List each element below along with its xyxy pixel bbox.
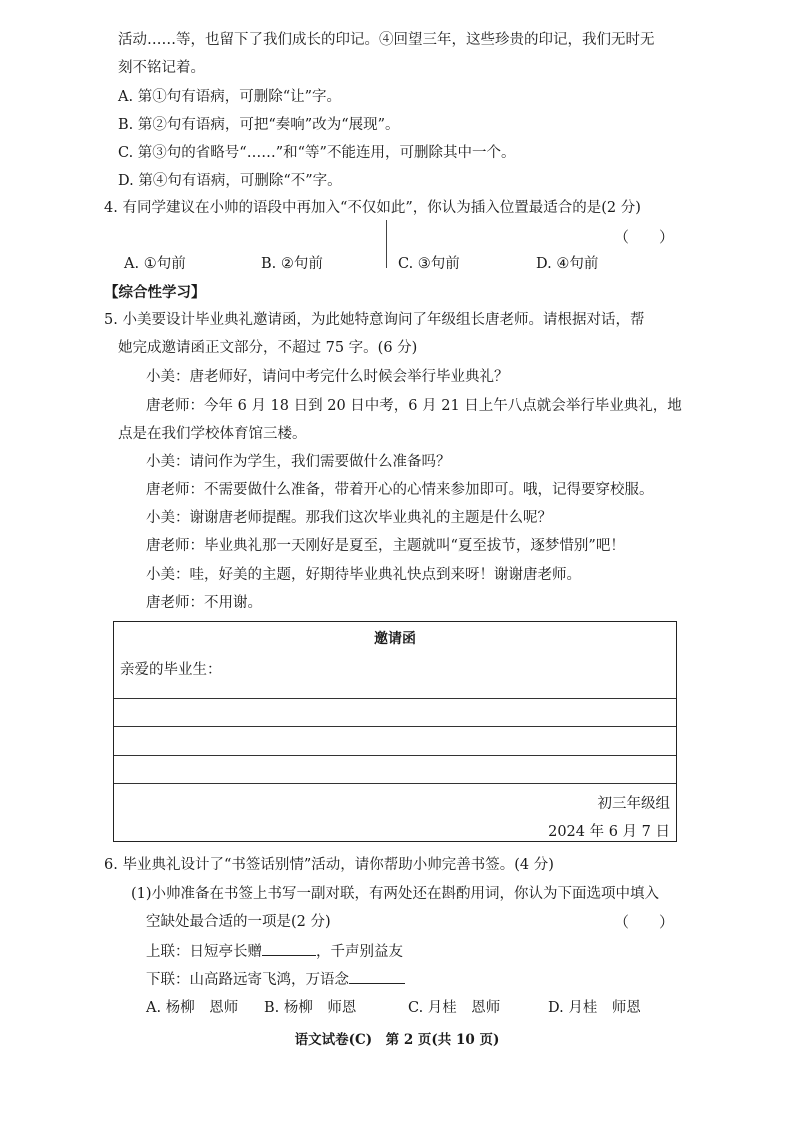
writing-line[interactable] [114,698,676,699]
dialogue-line: 小美：谢谢唐老师提醒。那我们这次毕业典礼的主题是什么呢？ [146,510,552,526]
q3-option-c: C. 第③句的省略号“……”和“等”不能连用，可删除其中一个。 [118,145,516,161]
q6-option-a: A. 杨柳 恩师 [146,1000,239,1016]
invitation-salutation: 亲爱的毕业生： [120,662,222,678]
couplet-blank-2[interactable] [349,968,405,984]
dialogue-line: 唐老师：今年 6 月 18 日到 20 日中考，6 月 21 日上午八点就会举行毕业典礼，地 [146,398,682,414]
q4-stem: 4. 有同学建议在小帅的语段中再加入“不仅如此”，你认为插入位置最适合的是(2 分) [104,200,641,216]
q6-sub1-line-2: 空缺处最合适的一项是(2 分) [146,914,331,930]
dialogue-line: 唐老师：不用谢。 [146,595,262,611]
q4-option-b: B. ②句前 [261,256,323,272]
q5-stem-line-1: 5. 小美要设计毕业典礼邀请函，为此她特意询问了年级组长唐老师。请根据对话，帮 [104,312,645,328]
invitation-date: 2024 年 6 月 7 日 [548,824,670,840]
q3-passage-line-2: 刻不铭记着。 [118,60,205,76]
q3-passage-line-1: 活动……等，也留下了我们成长的印记。④回望三年，这些珍贵的印记，我们无时无 [118,32,655,48]
invitation-signer: 初三年级组 [597,796,670,812]
q3-option-d: D. 第④句有语病，可删除“不”字。 [118,173,342,189]
section-title: 【综合性学习】 [104,284,206,301]
dialogue-line: 小美：唐老师好，请问中考完什么时候会举行毕业典礼？ [146,369,509,385]
q6-sub1-line-1: (1)小帅准备在书签上书写一副对联，有两处还在斟酌用词，你认为下面选项中填入 [131,886,660,902]
invitation-box [113,621,677,842]
page-footer: 语文试卷(C) 第 2 页(共 10 页) [294,1032,500,1048]
writing-line[interactable] [114,726,676,727]
couplet-lower-prefix: 下联：山高路远寄飞鸿，万语念 [146,972,349,988]
dialogue-line: 小美：哇，好美的主题，好期待毕业典礼快点到来呀！谢谢唐老师。 [146,567,581,583]
couplet-upper-suffix: ，千声别益友 [316,944,403,960]
dialogue-line: 小美：请问作为学生，我们需要做什么准备吗？ [146,454,451,470]
q4-answer-paren: （ ） [614,228,675,246]
q6-stem: 6. 毕业典礼设计了“书签话别情”活动，请你帮助小帅完善书签。(4 分) [104,857,554,873]
q6-option-c: C. 月桂 恩师 [408,1000,501,1016]
q6-answer-paren: （ ） [614,913,675,931]
q4-option-c: C. ③句前 [398,256,460,272]
fold-mark [386,220,387,268]
q5-stem-line-2: 她完成邀请函正文部分，不超过 75 字。(6 分) [118,340,418,356]
couplet-upper-prefix: 上联：日短亭长赠 [146,944,262,960]
couplet-blank-1[interactable] [262,940,316,956]
q3-option-a: A. 第①句有语病，可删除“让”字。 [118,89,342,105]
q4-option-d: D. ④句前 [536,256,599,272]
dialogue-line: 唐老师：不需要做什么准备，带着开心的心情来参加即可。哦，记得要穿校服。 [146,482,654,498]
invitation-title: 邀请函 [374,631,416,647]
q6-option-d: D. 月桂 师恩 [548,1000,641,1016]
q4-option-a: A. ①句前 [124,256,186,272]
q3-option-b: B. 第②句有语病，可把“奏响”改为“展现”。 [118,117,400,133]
writing-line[interactable] [114,755,676,756]
dialogue-line: 点是在我们学校体育馆三楼。 [118,426,307,442]
couplet-lower [146,968,405,990]
writing-line[interactable] [114,783,676,784]
dialogue-line: 唐老师：毕业典礼那一天刚好是夏至，主题就叫“夏至拔节，逐梦惜别”吧！ [146,538,625,554]
q6-option-b: B. 杨柳 师恩 [264,1000,357,1016]
couplet-upper [146,940,403,962]
